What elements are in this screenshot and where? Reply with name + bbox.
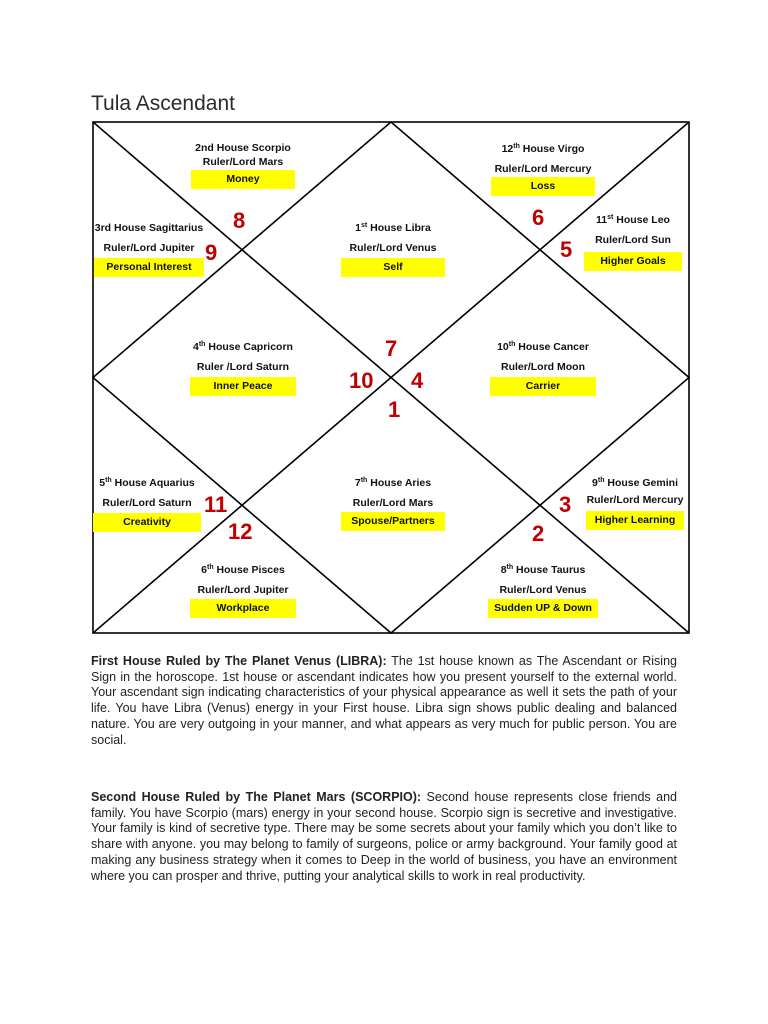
house-12-ruler: Ruler/Lord Mercury: [494, 163, 592, 175]
paragraph-second-house: [91, 790, 677, 884]
sign-number-house-5: 11: [204, 492, 228, 517]
house-3-title: 3rd House Sagittarius: [94, 222, 204, 234]
page-title: Tula Ascendant: [91, 92, 235, 115]
house-3-theme: Personal Interest: [94, 258, 204, 277]
house-2-title: 2nd House Scorpio: [195, 142, 291, 154]
house-11-box: [578, 213, 688, 271]
house-12-theme: Loss: [491, 177, 595, 196]
house-12-title: 12th House Virgo: [501, 143, 585, 155]
paragraph-first-house-lead: First House Ruled by The Planet Venus (LIBRA):: [91, 654, 387, 668]
house-8-title: 8th House Taurus: [500, 564, 586, 576]
sign-number-house-1: 7: [385, 336, 398, 361]
house-8-box: [478, 563, 608, 618]
sign-number-house-9: 3: [559, 492, 572, 517]
house-1-ruler: Ruler/Lord Venus: [349, 242, 437, 254]
house-11-ruler: Ruler/Lord Sun: [595, 234, 671, 246]
house-10-box: [478, 340, 608, 396]
house-7-title: 7th House Aries: [354, 477, 432, 489]
house-4-theme: Inner Peace: [190, 377, 296, 396]
house-3-ruler: Ruler/Lord Jupiter: [103, 242, 195, 254]
house-10-title: 10th House Cancer: [497, 341, 589, 353]
sign-number-house-4: 10: [349, 368, 374, 393]
house-9-ruler: Ruler/Lord Mercury: [586, 494, 684, 506]
house-4-title: 4th House Capricorn: [193, 341, 293, 353]
house-4-ruler: Ruler /Lord Saturn: [196, 361, 290, 373]
house-5-ruler: Ruler/Lord Saturn: [102, 497, 192, 509]
house-7-theme: Spouse/Partners: [341, 512, 445, 531]
house-1-title: 1st House Libra: [355, 222, 431, 234]
house-5-box: [92, 476, 202, 532]
house-8-theme: Sudden UP & Down: [488, 599, 598, 618]
house-6-ruler: Ruler/Lord Jupiter: [197, 584, 289, 596]
sign-number-house-10: 4: [411, 368, 424, 393]
house-9-box: [580, 476, 690, 530]
house-6-theme: Workplace: [190, 599, 296, 618]
paragraph-second-house-body: Second house represents close friends and family. You have Scorpio (mars) energy in your second house. Scorpio sign is secretive and investigative. Your family is kind of secretive type. There may be some secrets about your family which you don’t like to share with anyone. you may belong to family of surgeons, police or army background. Your family good at making any business strategy when it comes to Deep in the world of business, you have an environment where you can prosper and thrive, putting your analytical skills to work in real productivity.: [91, 790, 677, 883]
house-3-box: [86, 221, 212, 277]
paragraph-first-house-body: The 1st house known as The Ascendant or Rising Sign in the horoscope. 1st house or ascendant indicates how you present yourself to the external world. Your ascendant sign indicating characteristics of your physical appearance as well it sets the path of your life. You have Libra (Venus) energy in your First house. Libra sign shows public dealing and balanced nature. You are very outgoing in your manner, and what appears as very much for public person. You are social.: [91, 654, 677, 747]
house-11-title: 11st House Leo: [596, 214, 670, 226]
sign-number-house-3: 9: [205, 240, 218, 265]
house-1-box: [330, 221, 456, 277]
house-9-title: 9th House Gemini: [592, 477, 678, 489]
sign-number-house-12: 6: [532, 205, 545, 230]
house-9-theme: Higher Learning: [586, 511, 684, 530]
paragraph-second-house-lead: Second House Ruled by The Planet Mars (SCORPIO):: [91, 790, 422, 804]
house-2-ruler: Ruler/Lord Mars: [202, 156, 284, 168]
sign-number-house-11: 5: [560, 237, 573, 262]
sign-number-house-7: 1: [388, 397, 401, 422]
house-11-theme: Higher Goals: [584, 252, 682, 271]
sign-number-house-8: 2: [532, 521, 545, 546]
house-6-box: [178, 563, 308, 618]
house-6-title: 6th House Pisces: [201, 564, 285, 576]
house-2-box: [178, 141, 308, 189]
sign-number-house-2: 8: [233, 208, 246, 233]
house-5-theme: Creativity: [93, 513, 201, 532]
house-12-box: [478, 142, 608, 196]
house-8-ruler: Ruler/Lord Venus: [499, 584, 587, 596]
house-2-theme: Money: [191, 170, 295, 189]
house-4-box: [178, 340, 308, 396]
house-10-theme: Carrier: [490, 377, 596, 396]
house-10-ruler: Ruler/Lord Moon: [501, 361, 585, 373]
house-7-box: [330, 476, 456, 531]
house-7-ruler: Ruler/Lord Mars: [352, 497, 434, 509]
house-5-title: 5th House Aquarius: [99, 477, 195, 489]
paragraph-first-house: [91, 654, 677, 748]
sign-number-house-6: 12: [228, 519, 253, 544]
house-1-theme: Self: [341, 258, 445, 277]
